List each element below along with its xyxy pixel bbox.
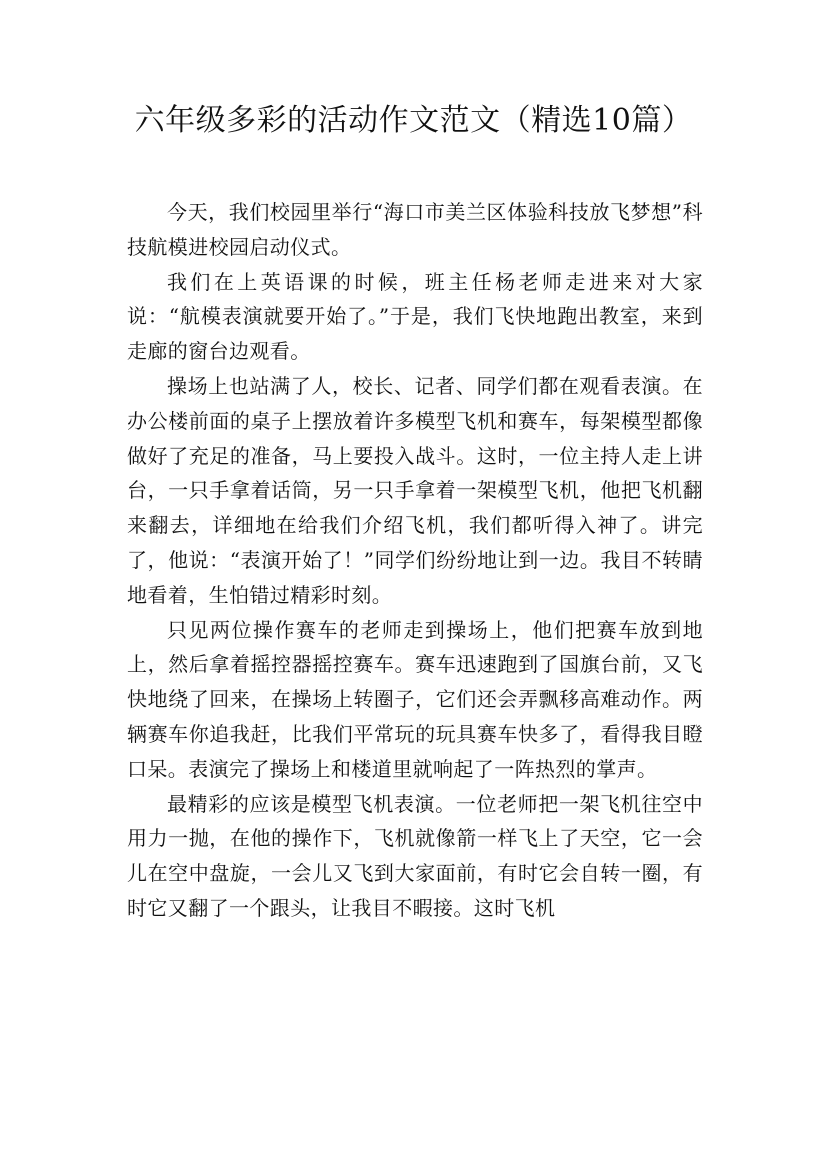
paragraph: 只见两位操作赛车的老师走到操场上，他们把赛车放到地上，然后拿着摇控器摇控赛车。赛车迅速跑到了国旗台前，又飞快地绕了回来，在操场上转圈子，它们还会弄飘移高难动作。两辆赛车你追我赶，比我们平常玩的玩具赛车快多了，看得我目瞪口呆。表演完了操场上和楼道里就响起了一阵热烈的掌声。: [127, 617, 703, 781]
paragraph: 今天，我们校园里举行“海口市美兰区体验科技放飞梦想”科技航模进校园启动仪式。: [127, 200, 703, 259]
paragraph: 最精彩的应该是模型飞机表演。一位老师把一架飞机往空中用力一抛，在他的操作下，飞机就像箭一样飞上了天空，它一会儿在空中盘旋，一会儿又飞到大家面前，有时它会自转一圈，有时它又翻了一个跟头，让我目不暇接。这时飞机: [127, 791, 703, 920]
paragraph: 我们在上英语课的时候，班主任杨老师走进来对大家说：“航模表演就要开始了。”于是，我们飞快地跑出教室，来到走廊的窗台边观看。: [127, 269, 703, 364]
document-title: 六年级多彩的活动作文范文（精选10篇）: [134, 103, 693, 138]
paragraph: 操场上也站满了人，校长、记者、同学们都在观看表演。在办公楼前面的桌子上摆放着许多模型飞机和赛车，每架模型都像做好了充足的准备，马上要投入战斗。这时，一位主持人走上讲台，一只手拿着话筒，另一只手拿着一架模型飞机，他把飞机翻来翻去，详细地在给我们介绍飞机，我们都听得入神了。讲完了，他说：“表演开始了！”同学们纷纷地让到一边。我目不转睛地看着，生怕错过精彩时刻。: [127, 373, 703, 607]
document-body: [127, 195, 703, 926]
